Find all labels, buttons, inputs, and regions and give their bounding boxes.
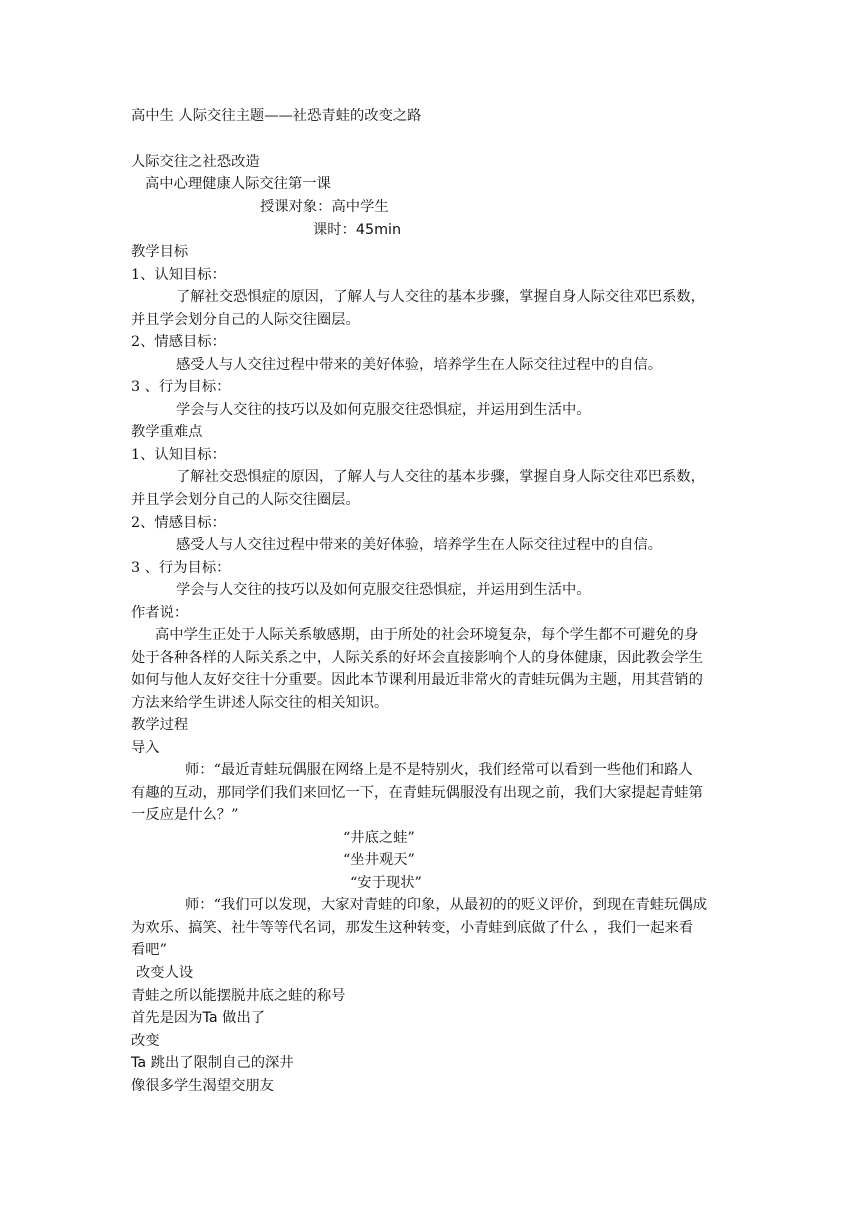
body-line: 改变: [131, 1033, 160, 1049]
body-line: [131, 1008, 265, 1028]
goals-cognitive-line-2: 并且学会划分自己的人际交往圈层。: [131, 312, 360, 328]
goals-behavioral-text: 学会与人交往的技巧以及如何克服交往恐惧症，并运用到生活中。: [176, 402, 591, 418]
process-heading: 教学过程: [131, 717, 189, 733]
duration-label: 课时：: [313, 222, 356, 238]
student-answer: “井底之蛙”: [343, 830, 415, 846]
teacher-quote-line: 师：“我们可以发现，大家对青蛙的印象，从最初的的贬义评价，到现在青蛙玩偶成: [185, 897, 707, 913]
change-heading: 改变人设: [136, 965, 194, 981]
body-text: Ta: [202, 1010, 218, 1026]
key-behavioral-text: 学会与人交往的技巧以及如何克服交往恐惧症，并运用到生活中。: [176, 582, 591, 598]
body-text: 做出了: [217, 1010, 266, 1026]
goals-cognitive-line-1: 了解社交恐惧症的原因，了解人与人交往的基本步骤，掌握自身人际交往邓巴系数，: [176, 289, 705, 305]
student-answer: “坐井观天”: [343, 852, 415, 868]
teacher-quote-line: 有趣的互动，那同学们我们来回忆一下，在青蛙玩偶服没有出现之前，我们大家提起青蛙第: [131, 785, 703, 801]
teacher-quote-line: 为欢乐、搞笑、社牛等等代名词，那发生这种转变，小青蛙到底做了什么 ，我们一起来看: [131, 920, 694, 936]
key-cognitive-line-2: 并且学会划分自己的人际交往圈层。: [131, 492, 360, 508]
key-emotional-label: 2、情感目标：: [131, 515, 226, 531]
author-paragraph-line: 高中学生正处于人际关系敏感期，由于所处的社会环境复杂，每个学生都不可避免的身: [155, 627, 699, 643]
teacher-quote-line: 师：“最近青蛙玩偶服在网络上是不是特别火，我们经常可以看到一些他们和路人: [185, 762, 693, 778]
author-paragraph-line: 方法来给学生讲述人际交往的相关知识。: [131, 695, 389, 711]
goals-heading: 教学目标: [131, 244, 189, 260]
key-behavioral-label: 3 、行为目标：: [131, 560, 231, 576]
goals-emotional-label: 2、情感目标：: [131, 334, 226, 350]
document-title: 高中生 人际交往主题——社恐青蛙的改变之路: [131, 108, 422, 124]
author-paragraph-line: 处于各种各样的人际关系之中，人际关系的好坏会直接影响个人的身体健康，因此教会学生: [131, 650, 703, 666]
author-paragraph-line: 如何与他人友好交往十分重要。因此本节课利用最近非常火的青蛙玩偶为主题，用其营销的: [131, 672, 703, 688]
key-emotional-text: 感受人与人交往过程中带来的美好体验，培养学生在人际交往过程中的自信。: [176, 537, 663, 553]
body-line: [131, 1053, 294, 1073]
course-name: 高中心理健康人际交往第一课: [145, 176, 331, 192]
body-text: Ta: [131, 1055, 147, 1071]
document-subtitle: 人际交往之社恐改造: [131, 154, 260, 170]
key-cognitive-label: 1、认知目标：: [131, 447, 226, 463]
key-cognitive-line-1: 了解社交恐惧症的原因，了解人与人交往的基本步骤，掌握自身人际交往邓巴系数，: [176, 469, 705, 485]
body-text: 首先是因为: [131, 1010, 203, 1026]
student-answer: “安于现状”: [350, 875, 422, 891]
body-line: 青蛙之所以能摆脱井底之蛙的称号: [131, 988, 346, 1004]
author-heading: 作者说：: [131, 605, 189, 621]
goals-behavioral-label: 3 、行为目标：: [131, 379, 231, 395]
duration-line: [313, 220, 401, 240]
key-points-heading: 教学重难点: [131, 424, 203, 440]
audience-line: 授课对象：高中学生: [260, 199, 389, 215]
teacher-quote-line: 看吧”: [131, 942, 167, 958]
goals-emotional-text: 感受人与人交往过程中带来的美好体验，培养学生在人际交往过程中的自信。: [176, 357, 663, 373]
goals-cognitive-label: 1、认知目标：: [131, 267, 226, 283]
body-text: 跳出了限制自己的深井: [146, 1055, 294, 1071]
body-line: 像很多学生渴望交朋友: [131, 1078, 274, 1094]
teacher-quote-line: 一反应是什么？”: [131, 807, 239, 823]
duration-value: 45min: [355, 222, 402, 238]
intro-heading: 导入: [131, 740, 160, 756]
